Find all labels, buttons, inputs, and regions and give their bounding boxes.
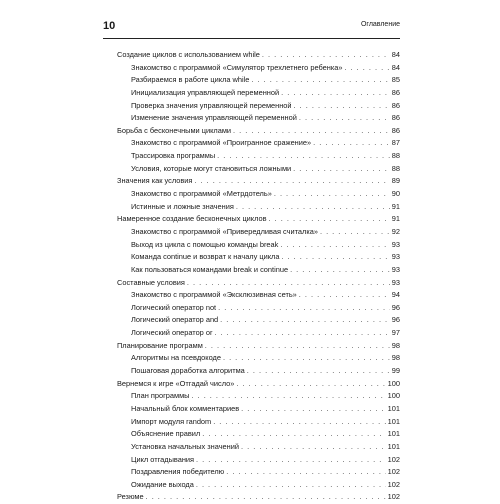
toc-entry-title: Объяснение правил [131,429,201,439]
toc-subsection-entry [103,239,400,252]
toc-leader-dots [220,314,390,327]
toc-entry-title: Как пользоваться командами break и continue [131,264,289,274]
toc-entry-page: 96 [391,315,400,325]
toc-subsection-entry [103,163,400,176]
toc-entry-title: План программы [131,391,190,401]
toc-entry-title: Изменение значения управляющей переменной [131,113,297,123]
running-head: Оглавление [360,21,400,28]
toc-entry-title: Составные условия [117,277,185,287]
toc-entry-title: Условия, которые могут становиться ложными [131,163,292,173]
toc-entry-title: Начальный блок комментариев [131,403,240,413]
toc-leader-dots [299,289,390,302]
toc-leader-dots [274,188,390,201]
toc-entry-page: 93 [391,239,400,249]
toc-subsection-entry [103,188,400,201]
toc-leader-dots [262,49,390,62]
toc-leader-dots [299,112,390,125]
toc-leader-dots [191,390,385,403]
toc-entry-page: 84 [391,50,400,59]
toc-section-entry [103,213,400,226]
toc-entry-page: 100 [387,391,400,401]
toc-entry-title: Логический оператор not [131,302,217,312]
toc-entry-page: 94 [391,290,400,300]
toc-entry-page: 86 [391,87,400,97]
toc-entry-title: Логический оператор and [131,315,219,325]
toc-subsection-entry [103,314,400,327]
toc-leader-dots [213,416,385,429]
toc-entry-title: Знакомство с программой «Метрдотель» [131,189,272,199]
toc-entry-title: Цикл отгадывания [131,454,195,464]
page-number: 10 [103,20,116,32]
toc-entry-title: Алгоритмы на псевдокоде [131,353,221,363]
toc-entry-title: Истинные и ложные значения [131,201,234,211]
toc-leader-dots [205,340,390,353]
toc-subsection-entry [103,100,400,113]
toc-entry-title: Разбираемся в работе цикла while [131,75,250,85]
toc-entry-page: 101 [387,403,400,413]
toc-subsection-entry [103,62,400,75]
toc-leader-dots [344,62,389,75]
table-of-contents [103,49,400,504]
toc-leader-dots [223,352,390,365]
toc-section-entry [103,277,400,290]
toc-leader-dots [187,277,390,290]
toc-entry-title: Знакомство с программой «Проигранное сражение» [131,138,312,148]
toc-entry-page: 87 [391,138,400,148]
toc-subsection-entry [103,264,400,277]
toc-entry-title: Поздравления победителю [131,467,225,477]
toc-entry-page: 93 [391,252,400,262]
toc-entry-title: Значения как условия [117,176,193,186]
toc-entry-page: 85 [391,75,400,85]
toc-entry-page: 93 [391,264,400,274]
toc-entry-title: Выход из цикла с помощью команды break [131,239,279,249]
toc-leader-dots [320,226,390,239]
toc-section-entry [103,49,400,62]
toc-entry-page: 102 [387,467,400,477]
toc-section-entry [103,378,400,391]
toc-subsection-entry [103,137,400,150]
toc-leader-dots [196,454,386,467]
toc-leader-dots [241,403,386,416]
toc-section-entry [103,175,400,188]
toc-entry-page: 101 [387,416,400,426]
toc-leader-dots [241,441,386,454]
toc-subsection-entry [103,479,400,492]
toc-section-entry [103,125,400,138]
toc-leader-dots [217,150,390,163]
toc-leader-dots [202,428,385,441]
toc-entry-page: 89 [391,176,400,186]
toc-leader-dots [218,302,390,315]
toc-entry-title: Борьба с бесконечными циклами [117,125,232,135]
toc-entry-title: Инициализация управляющей переменной [131,87,280,97]
toc-entry-page: 93 [391,277,400,287]
toc-entry-page: 90 [391,189,400,199]
toc-subsection-entry [103,390,400,403]
toc-leader-dots [146,491,386,504]
toc-entry-title: Намеренное создание бесконечных циклов [117,214,267,224]
toc-leader-dots [247,365,390,378]
toc-entry-page: 97 [391,328,400,338]
toc-leader-dots [236,378,385,391]
toc-subsection-entry [103,87,400,100]
toc-entry-page: 86 [391,113,400,123]
toc-leader-dots [233,125,390,138]
toc-entry-page: 84 [391,62,400,72]
toc-leader-dots [280,239,389,252]
toc-subsection-entry [103,74,400,87]
toc-entry-page: 96 [391,302,400,312]
toc-leader-dots [281,251,389,264]
toc-subsection-entry [103,352,400,365]
toc-entry-title: Импорт модуля random [131,416,212,426]
toc-leader-dots [281,87,390,100]
page-header [103,20,400,36]
toc-leader-dots [194,175,389,188]
toc-entry-page: 91 [391,201,400,211]
toc-entry-title: Знакомство с программой «Привередливая считалка» [131,226,318,236]
toc-entry-title: Знакомство с программой «Эксклюзивная сеть» [131,290,297,300]
toc-entry-page: 99 [391,366,400,376]
toc-leader-dots [269,213,390,226]
toc-leader-dots [236,201,390,214]
toc-subsection-entry [103,112,400,125]
toc-entry-title: Проверка значения управляющей переменной [131,100,292,110]
toc-subsection-entry [103,441,400,454]
toc-section-entry [103,491,400,504]
toc-entry-page: 86 [391,100,400,110]
toc-subsection-entry [103,365,400,378]
toc-leader-dots [196,479,386,492]
toc-leader-dots [214,327,389,340]
toc-entry-title: Логический оператор or [131,328,213,338]
toc-entry-title: Ожидание выхода [131,479,194,489]
toc-subsection-entry [103,289,400,302]
toc-leader-dots [293,163,390,176]
toc-entry-page: 100 [387,378,400,388]
toc-subsection-entry [103,302,400,315]
toc-entry-title: Знакомство с программой «Симулятор трехлетнего ребенка» [131,62,343,72]
toc-entry-page: 101 [387,441,400,451]
toc-leader-dots [251,74,389,87]
toc-entry-title: Планирование программ [117,340,203,350]
toc-subsection-entry [103,428,400,441]
toc-entry-page: 102 [387,479,400,489]
toc-entry-page: 102 [387,492,400,502]
toc-subsection-entry [103,201,400,214]
toc-entry-page: 86 [391,125,400,135]
toc-subsection-entry [103,466,400,479]
toc-subsection-entry [103,403,400,416]
toc-subsection-entry [103,416,400,429]
toc-entry-title: Создание циклов с использованием while [117,50,260,59]
toc-entry-page: 91 [391,214,400,224]
toc-entry-page: 101 [387,429,400,439]
header-rule [103,38,400,39]
toc-entry-page: 98 [391,353,400,363]
toc-entry-title: Вернемся к игре «Отгадай число» [117,378,235,388]
toc-entry-page: 98 [391,340,400,350]
toc-entry-title: Пошаговая доработка алгоритма [131,366,245,376]
toc-entry-title: Команда continue и возврат к началу цикла [131,252,280,262]
toc-entry-title: Резюме [117,492,144,502]
toc-entry-title: Трассировка программы [131,151,216,161]
toc-entry-page: 88 [391,163,400,173]
toc-leader-dots [313,137,390,150]
toc-entry-page: 92 [391,226,400,236]
toc-leader-dots [294,100,390,113]
toc-leader-dots [290,264,390,277]
toc-entry-title: Установка начальных значений [131,441,239,451]
toc-subsection-entry [103,327,400,340]
toc-section-entry [103,340,400,353]
toc-subsection-entry [103,454,400,467]
toc-subsection-entry [103,251,400,264]
toc-leader-dots [226,466,385,479]
toc-entry-page: 102 [387,454,400,464]
toc-subsection-entry [103,226,400,239]
toc-entry-page: 88 [391,151,400,161]
toc-subsection-entry [103,150,400,163]
